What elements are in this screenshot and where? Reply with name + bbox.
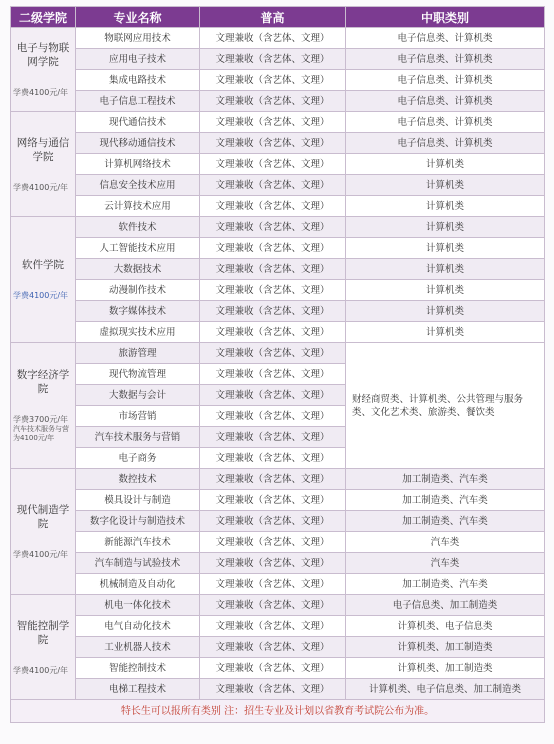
general-high-requirement: 文理兼收（含艺体、文理） — [200, 574, 346, 595]
table-row — [11, 574, 545, 595]
major-name: 集成电路技术 — [76, 70, 200, 91]
general-high-requirement: 文理兼收（含艺体、文理） — [200, 70, 346, 91]
table-row — [11, 301, 545, 322]
vocational-category: 计算机类 — [346, 196, 545, 217]
college-cell — [11, 28, 76, 112]
tuition-fee: 学费3700元/年 — [13, 415, 69, 424]
general-high-requirement: 文理兼收（含艺体、文理） — [200, 532, 346, 553]
major-name: 应用电子技术 — [76, 49, 200, 70]
footer-row — [11, 700, 545, 723]
college-cell — [11, 469, 76, 595]
major-name: 模具设计与制造 — [76, 490, 200, 511]
general-high-requirement: 文理兼收（含艺体、文理） — [200, 238, 346, 259]
major-name: 现代移动通信技术 — [76, 133, 200, 154]
tuition-fee: 学费4100元/年 — [13, 550, 69, 559]
table-header-row — [11, 7, 545, 28]
general-high-requirement: 文理兼收（含艺体、文理） — [200, 217, 346, 238]
general-high-requirement: 文理兼收（含艺体、文理） — [200, 322, 346, 343]
vocational-category: 计算机类 — [346, 301, 545, 322]
vocational-category: 电子信息类、计算机类 — [346, 112, 545, 133]
major-name: 机械制造及自动化 — [76, 574, 200, 595]
major-name: 数控技术 — [76, 469, 200, 490]
table-row — [11, 217, 545, 238]
vocational-category: 计算机类 — [346, 259, 545, 280]
general-high-requirement: 文理兼收（含艺体、文理） — [200, 28, 346, 49]
general-high-requirement: 文理兼收（含艺体、文理） — [200, 490, 346, 511]
major-name: 数字化设计与制造技术 — [76, 511, 200, 532]
college-name: 现代制造学院 — [16, 504, 70, 530]
college-cell — [11, 217, 76, 343]
general-high-requirement: 文理兼收（含艺体、文理） — [200, 154, 346, 175]
vocational-category: 计算机类 — [346, 280, 545, 301]
tuition-fee: 学费4100元/年 — [13, 291, 69, 300]
college-name: 数字经济学院 — [16, 369, 70, 395]
vocational-category: 电子信息类、计算机类 — [346, 133, 545, 154]
major-name: 电梯工程技术 — [76, 679, 200, 700]
table-row — [11, 343, 545, 364]
college-cell — [11, 595, 76, 700]
vocational-category: 计算机类 — [346, 217, 545, 238]
major-name: 工业机器人技术 — [76, 637, 200, 658]
vocational-category: 加工制造类、汽车类 — [346, 490, 545, 511]
general-high-requirement: 文理兼收（含艺体、文理） — [200, 511, 346, 532]
tuition-fee: 学费4100元/年 — [13, 182, 69, 192]
general-high-requirement: 文理兼收（含艺体、文理） — [200, 553, 346, 574]
general-high-requirement: 文理兼收（含艺体、文理） — [200, 133, 346, 154]
header-general-high: 普高 — [200, 7, 346, 28]
major-name: 大数据技术 — [76, 259, 200, 280]
enrollment-table — [10, 6, 545, 723]
general-high-requirement: 文理兼收（含艺体、文理） — [200, 112, 346, 133]
vocational-category: 电子信息类、计算机类 — [346, 91, 545, 112]
college-name: 网络与通信学院 — [16, 136, 70, 163]
major-name: 现代通信技术 — [76, 112, 200, 133]
major-name: 旅游管理 — [76, 343, 200, 364]
major-name: 市场营销 — [76, 406, 200, 427]
major-name: 电子信息工程技术 — [76, 91, 200, 112]
general-high-requirement: 文理兼收（含艺体、文理） — [200, 595, 346, 616]
general-high-requirement: 文理兼收（含艺体、文理） — [200, 175, 346, 196]
general-high-requirement: 文理兼收（含艺体、文理） — [200, 385, 346, 406]
major-name: 新能源汽车技术 — [76, 532, 200, 553]
table-row — [11, 259, 545, 280]
major-name: 信息安全技术应用 — [76, 175, 200, 196]
enrollment-table-container — [10, 6, 544, 723]
major-name: 物联网应用技术 — [76, 28, 200, 49]
table-row — [11, 595, 545, 616]
general-high-requirement: 文理兼收（含艺体、文理） — [200, 91, 346, 112]
general-high-requirement: 文理兼收（含艺体、文理） — [200, 280, 346, 301]
major-name: 软件技术 — [76, 217, 200, 238]
major-name: 虚拟现实技术应用 — [76, 322, 200, 343]
vocational-category: 计算机类、电子信息类 — [346, 616, 545, 637]
major-name: 电气自动化技术 — [76, 616, 200, 637]
footer-note: 特长生可以报所有类别 注：招生专业及计划以省教育考试院公布为准。 — [11, 700, 545, 723]
general-high-requirement: 文理兼收（含艺体、文理） — [200, 679, 346, 700]
table-row — [11, 469, 545, 490]
general-high-requirement: 文理兼收（含艺体、文理） — [200, 637, 346, 658]
vocational-category: 计算机类、加工制造类 — [346, 658, 545, 679]
vocational-category: 计算机类 — [346, 238, 545, 259]
major-name: 数字媒体技术 — [76, 301, 200, 322]
table-row — [11, 238, 545, 259]
table-row — [11, 70, 545, 91]
general-high-requirement: 文理兼收（含艺体、文理） — [200, 196, 346, 217]
major-name: 智能控制技术 — [76, 658, 200, 679]
table-row — [11, 679, 545, 700]
general-high-requirement: 文理兼收（含艺体、文理） — [200, 49, 346, 70]
table-row — [11, 154, 545, 175]
college-name: 软件学院 — [22, 259, 64, 271]
table-row — [11, 322, 545, 343]
vocational-category: 计算机类 — [346, 154, 545, 175]
vocational-category: 加工制造类、汽车类 — [346, 574, 545, 595]
vocational-category: 电子信息类、计算机类 — [346, 49, 545, 70]
general-high-requirement: 文理兼收（含艺体、文理） — [200, 427, 346, 448]
general-high-requirement: 文理兼收（含艺体、文理） — [200, 448, 346, 469]
tuition-fee: 学费4100元/年 — [13, 665, 69, 675]
general-high-requirement: 文理兼收（含艺体、文理） — [200, 259, 346, 280]
major-name: 汽车技术服务与营销 — [76, 427, 200, 448]
header-major: 专业名称 — [76, 7, 200, 28]
vocational-category: 加工制造类、汽车类 — [346, 511, 545, 532]
college-cell — [11, 112, 76, 217]
major-name: 机电一体化技术 — [76, 595, 200, 616]
table-row — [11, 532, 545, 553]
table-row — [11, 91, 545, 112]
major-name: 电子商务 — [76, 448, 200, 469]
major-name: 汽车制造与试验技术 — [76, 553, 200, 574]
college-name: 电子与物联网学院 — [16, 42, 70, 68]
table-row — [11, 511, 545, 532]
table-row — [11, 49, 545, 70]
vocational-category-merged: 财经商贸类、计算机类、公共管理与服务类、文化艺术类、旅游类、餐饮类 — [346, 343, 545, 469]
major-name: 现代物流管理 — [76, 364, 200, 385]
major-name: 动漫制作技术 — [76, 280, 200, 301]
college-cell — [11, 343, 76, 469]
tuition-fee: 学费4100元/年 — [13, 88, 69, 97]
vocational-category: 汽车类 — [346, 553, 545, 574]
table-row — [11, 616, 545, 637]
vocational-category: 计算机类、加工制造类 — [346, 637, 545, 658]
vocational-category: 计算机类、电子信息类、加工制造类 — [346, 679, 545, 700]
table-row — [11, 553, 545, 574]
table-row — [11, 133, 545, 154]
major-name: 计算机网络技术 — [76, 154, 200, 175]
general-high-requirement: 文理兼收（含艺体、文理） — [200, 343, 346, 364]
vocational-category: 汽车类 — [346, 532, 545, 553]
table-row — [11, 112, 545, 133]
table-row — [11, 637, 545, 658]
general-high-requirement: 文理兼收（含艺体、文理） — [200, 406, 346, 427]
table-row — [11, 280, 545, 301]
general-high-requirement: 文理兼收（含艺体、文理） — [200, 658, 346, 679]
general-high-requirement: 文理兼收（含艺体、文理） — [200, 301, 346, 322]
major-name: 人工智能技术应用 — [76, 238, 200, 259]
header-vocational-category: 中职类别 — [346, 7, 545, 28]
table-body — [11, 28, 545, 723]
major-name: 云计算技术应用 — [76, 196, 200, 217]
header-college: 二级学院 — [11, 7, 76, 28]
vocational-category: 计算机类 — [346, 322, 545, 343]
general-high-requirement: 文理兼收（含艺体、文理） — [200, 616, 346, 637]
table-row — [11, 196, 545, 217]
vocational-category: 电子信息类、加工制造类 — [346, 595, 545, 616]
general-high-requirement: 文理兼收（含艺体、文理） — [200, 469, 346, 490]
table-row — [11, 175, 545, 196]
major-name: 大数据与会计 — [76, 385, 200, 406]
vocational-category: 加工制造类、汽车类 — [346, 469, 545, 490]
vocational-category: 电子信息类、计算机类 — [346, 28, 545, 49]
table-row — [11, 490, 545, 511]
general-high-requirement: 文理兼收（含艺体、文理） — [200, 364, 346, 385]
table-row — [11, 658, 545, 679]
table-row — [11, 28, 545, 49]
vocational-category: 计算机类 — [346, 175, 545, 196]
vocational-category: 电子信息类、计算机类 — [346, 70, 545, 91]
college-name: 智能控制学院 — [16, 619, 70, 646]
tuition-note: 汽车技术服务与营为4100元/年 — [13, 425, 69, 442]
